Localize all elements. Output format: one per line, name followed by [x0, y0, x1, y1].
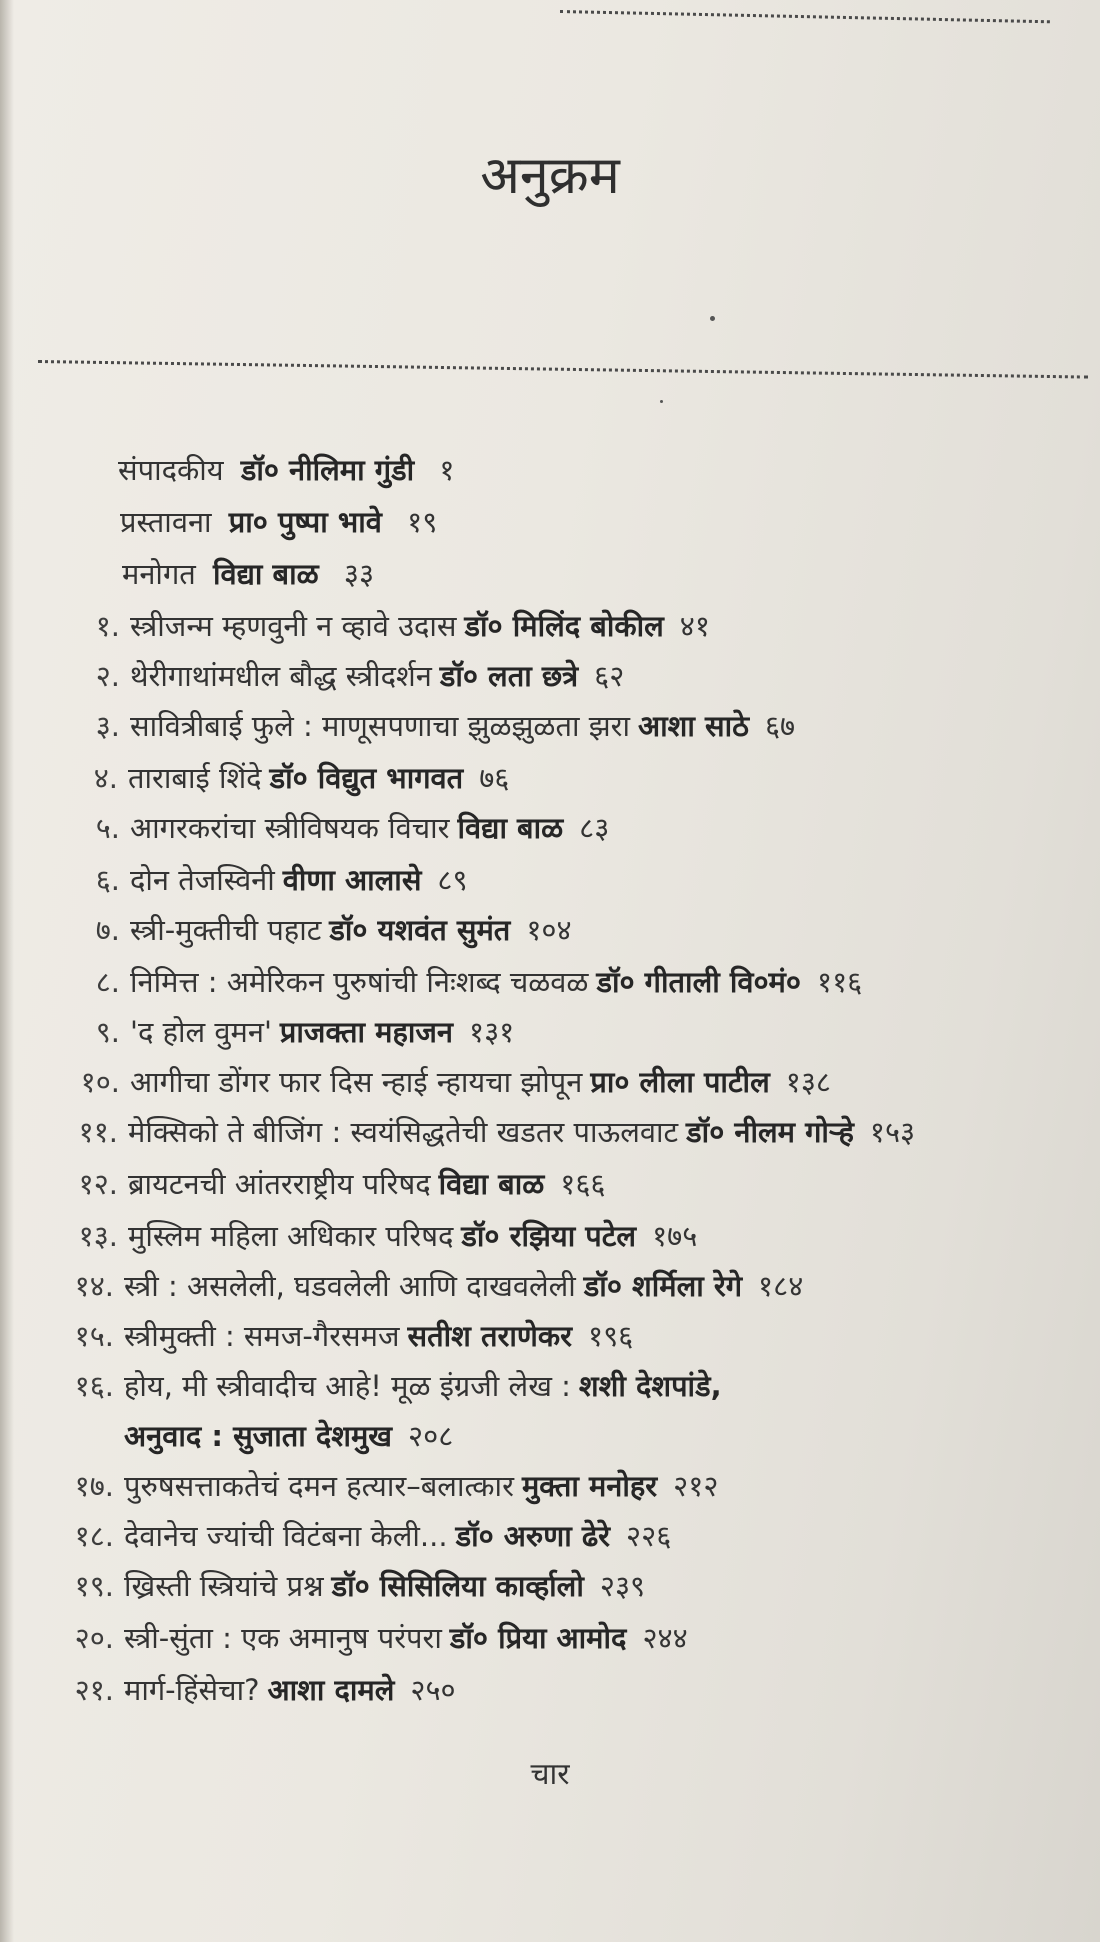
entry-title: स्त्री-मुक्तीची पहाट	[130, 913, 322, 947]
entry-number: ७.	[95, 913, 120, 947]
entry-number: २१.	[74, 1673, 114, 1707]
entry-author: विद्या बाळ	[457, 811, 564, 845]
entry-title: ब्रायटनची आंतरराष्ट्रीय परिषद	[128, 1167, 431, 1201]
entry-author: प्रा० लीला पाटील	[590, 1065, 770, 1099]
toc-entry	[54, 1216, 697, 1256]
entry-title: ताराबाई शिंदे	[128, 761, 262, 795]
entry-page: ८९	[437, 863, 468, 897]
entry-page: २२६	[626, 1519, 672, 1553]
entry-author: डॉ० विद्युत भागवत	[269, 761, 464, 795]
entry-number: १४.	[74, 1269, 114, 1303]
entry-author: सतीश तराणेकर	[407, 1319, 572, 1353]
entry-page: ३३	[343, 557, 375, 591]
entry-author: प्रा० पुष्पा भावे	[228, 505, 382, 539]
toc-entry	[56, 808, 609, 848]
entry-page: १९६	[587, 1319, 634, 1353]
entry-title: सावित्रीबाई फुले : माणूसपणाचा झुळझुळता झरा	[130, 709, 631, 743]
entry-number: ९.	[95, 1015, 120, 1049]
entry-number: ४.	[93, 761, 118, 795]
entry-title: मनोगत	[122, 557, 196, 591]
entry-page: १	[439, 453, 455, 487]
entry-title: संपादकीय	[118, 453, 224, 487]
entry-number: ३.	[95, 709, 120, 743]
entry-page: २४४	[642, 1621, 688, 1655]
entry-number: १३.	[78, 1219, 118, 1253]
entry-number: १०.	[80, 1065, 120, 1099]
entry-number: १७.	[74, 1469, 114, 1503]
entry-page: १३१	[469, 1015, 515, 1049]
entry-page: १६६	[560, 1167, 606, 1201]
entry-page: ८३	[579, 811, 610, 845]
toc-entry	[50, 1618, 688, 1658]
entry-author: डॉ० नीलम गोऱ्हे	[686, 1115, 854, 1149]
entry-author: डॉ० सिसिलिया कार्व्हालो	[331, 1569, 584, 1603]
entry-author: मुक्ता मनोहर	[521, 1469, 658, 1503]
entry-page: २०८	[408, 1419, 454, 1453]
entry-author: डॉ० नीलिमा गुंडी	[240, 453, 415, 487]
entry-author: अनुवाद : सुजाता देशमुख	[124, 1419, 393, 1453]
entry-number: ८.	[95, 965, 120, 999]
toc-entry	[50, 1366, 738, 1406]
entry-page: १७५	[652, 1219, 698, 1253]
entry-author: वीणा आलासे	[282, 863, 422, 897]
entry-title: निमित्त : अमेरिकन पुरुषांची निःशब्द चळवळ	[130, 965, 589, 999]
entry-number: १८.	[74, 1519, 114, 1553]
entry-page: १३८	[785, 1065, 831, 1099]
entry-title: ख्रिस्ती स्त्रियांचे प्रश्न	[124, 1569, 324, 1603]
entry-number: ५.	[95, 811, 120, 845]
toc-entry	[54, 1164, 606, 1204]
entry-number: १५.	[74, 1319, 114, 1353]
entry-author: डॉ० लता छत्रे	[439, 659, 579, 693]
toc-entry	[56, 606, 710, 646]
entry-number: २०.	[74, 1621, 114, 1655]
entry-title: मार्ग-हिंसेचा?	[124, 1673, 260, 1707]
entry-author: शशी देशपांडे,	[578, 1369, 722, 1403]
entry-title: होय, मी स्त्रीवादीच आहे! मूळ इंग्रजी लेख :	[124, 1369, 571, 1403]
entry-title: प्रस्तावना	[120, 505, 212, 539]
page-folio: चार	[530, 1757, 570, 1792]
toc-entry	[56, 1062, 831, 1102]
entry-page: ६२	[594, 659, 625, 693]
toc-entry	[56, 962, 862, 1002]
entry-page: ११६	[816, 965, 863, 999]
entry-author: डॉ० रझिया पटेल	[461, 1219, 637, 1253]
entry-author: डॉ० शर्मिला रेगे	[583, 1269, 743, 1303]
entry-title: दोन तेजस्विनी	[130, 863, 275, 897]
entry-number: १.	[95, 609, 120, 643]
toc-entry	[56, 656, 624, 696]
toc-entry-continuation	[50, 1416, 453, 1456]
entry-author: प्राजक्ता महाजन	[279, 1015, 453, 1049]
entry-title: पुरुषसत्ताकतेचं दमन हत्यार–बलात्कार	[124, 1469, 514, 1503]
toc-entry	[56, 1012, 514, 1052]
entry-title: स्त्री-सुंता : एक अमानुष परंपरा	[124, 1621, 442, 1655]
entry-title: मेक्सिको ते बीजिंग : स्वयंसिद्धतेची खडतर पाऊलवाट	[128, 1115, 679, 1149]
entry-number: १९.	[74, 1569, 114, 1603]
toc-entry	[54, 1112, 915, 1152]
entry-title: देवानेच ज्यांची विटंबना केली...	[124, 1519, 448, 1553]
toc-entry	[56, 706, 795, 746]
entry-author: डॉ० मिलिंद बोकील	[464, 609, 664, 643]
entry-title: 'द होल वुमन'	[130, 1015, 272, 1049]
entry-page: १८४	[758, 1269, 804, 1303]
entry-author: विद्या बाळ	[438, 1167, 545, 1201]
entry-title: स्त्रीमुक्ती : समज-गैरसमज	[124, 1319, 400, 1353]
entry-number: ६.	[95, 863, 120, 897]
toc-entry	[50, 1670, 456, 1710]
entry-author: आशा साठे	[638, 709, 749, 743]
toc-entry	[50, 1266, 803, 1306]
toc-entry	[56, 910, 572, 950]
entry-title: स्त्रीजन्म म्हणवुनी न व्हावे उदास	[130, 609, 457, 643]
entry-author: डॉ० प्रिया आमोद	[449, 1621, 627, 1655]
entry-title: थेरीगाथांमधील बौद्ध स्त्रीदर्शन	[130, 659, 432, 693]
toc-entry	[50, 1516, 671, 1556]
page-heading: अनुक्रम	[480, 146, 620, 206]
entry-title: स्त्री : असलेली, घडवलेली आणि दाखवलेली	[124, 1269, 576, 1303]
entry-page: ४१	[679, 609, 710, 643]
entry-author: डॉ० गीताली वि०मं०	[596, 965, 801, 999]
toc-entry	[50, 1566, 645, 1606]
entry-title: आगीचा डोंगर फार दिस न्हाई न्हायचा झोपून	[130, 1065, 583, 1099]
entry-author: डॉ० अरुणा ढेरे	[455, 1519, 611, 1553]
entry-number: ११.	[78, 1115, 118, 1149]
entry-page: १५३	[869, 1115, 916, 1149]
entry-number: १६.	[74, 1369, 114, 1403]
entry-page: १९	[407, 505, 438, 539]
entry-number: १२.	[78, 1167, 118, 1201]
toc-entry	[50, 1466, 718, 1506]
toc-entry	[54, 758, 509, 798]
entry-page: २३९	[599, 1569, 646, 1603]
entry-page: ६७	[764, 709, 796, 743]
entry-author: विद्या बाळ	[213, 557, 319, 591]
entry-page: १०४	[526, 913, 572, 947]
entry-page: २५०	[410, 1673, 456, 1707]
entry-author: डॉ० यशवंत सुमंत	[329, 913, 511, 947]
entry-number: २.	[95, 659, 120, 693]
entry-title: आगरकरांचा स्त्रीविषयक विचार	[130, 811, 450, 845]
entry-title: मुस्लिम महिला अधिकार परिषद	[128, 1219, 454, 1253]
entry-author: आशा दामले	[267, 1673, 395, 1707]
entry-page: ७६	[479, 761, 510, 795]
toc-entry	[56, 860, 468, 900]
toc-entry	[50, 1316, 633, 1356]
entry-page: २१२	[673, 1469, 719, 1503]
